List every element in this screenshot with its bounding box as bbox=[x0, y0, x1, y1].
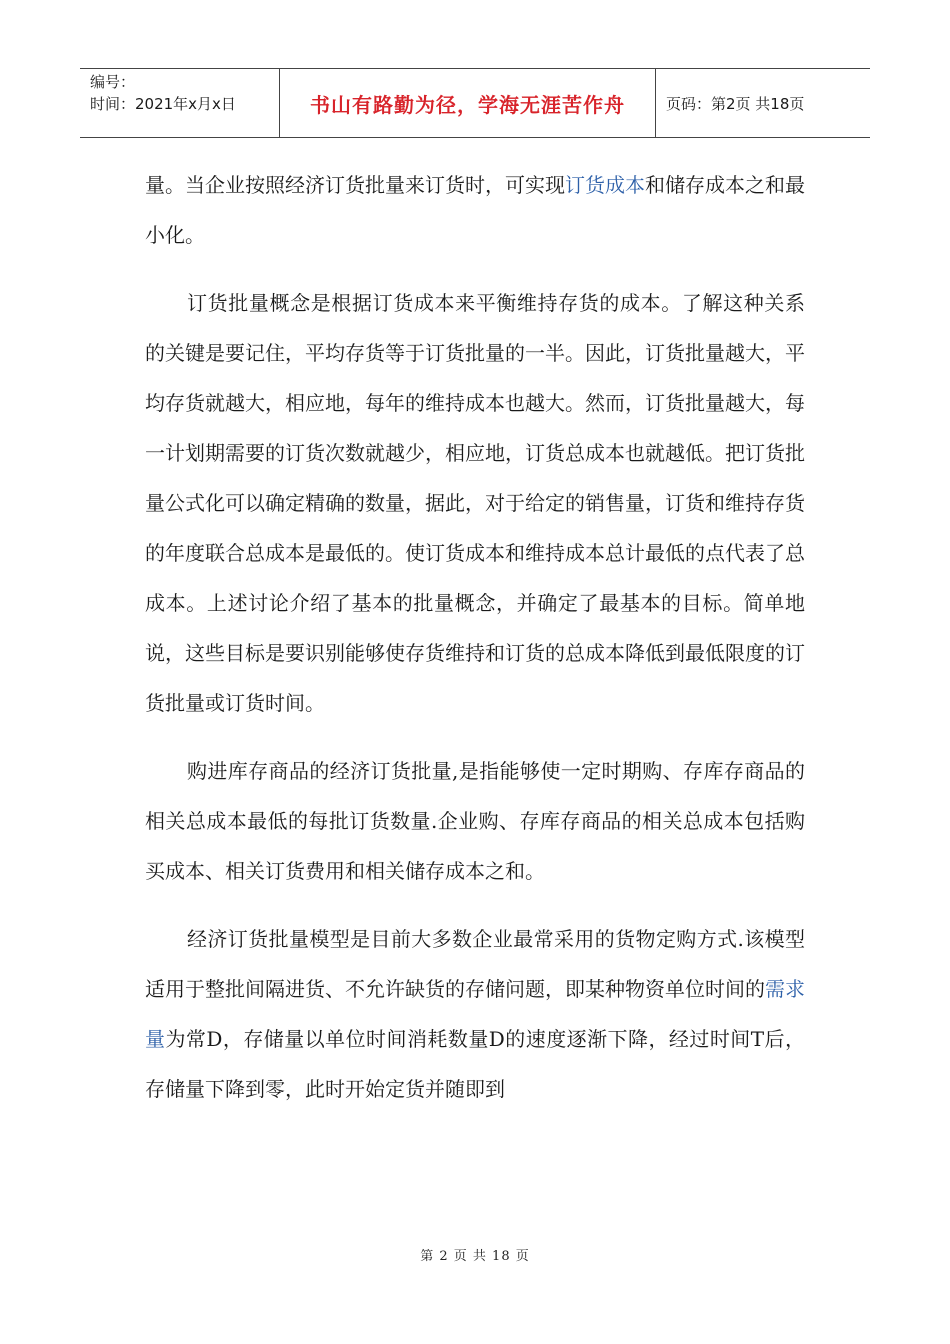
document-date: 时间：2021年x月x日 bbox=[90, 95, 236, 113]
paragraph-3: 购进库存商品的经济订货批量,是指能够使一定时期购、存库存商品的相关总成本最低的每批订货数量.企业购、存库存商品的相关总成本包括购买成本、相关订货费用和相关储存成本之和。 bbox=[145, 759, 805, 883]
link-order-cost[interactable]: 订货成本 bbox=[565, 173, 645, 197]
paragraph-1 bbox=[145, 160, 805, 260]
header-page-number: 页码：第2页 共18页 bbox=[666, 94, 805, 113]
header-motto: 书山有路勤为径，学海无涯苦作舟 bbox=[280, 69, 656, 137]
link-demand[interactable]: 需求量 bbox=[145, 977, 805, 1051]
page-footer: 第 2 页 共 18 页 bbox=[420, 1249, 530, 1264]
page-header bbox=[80, 68, 870, 138]
paragraph-4-text-b: 为常D，存储量以单位时间消耗数量D的速度逐渐下降，经过时间T后，存储量下降到零，此时开始定货并随即到 bbox=[145, 1027, 806, 1101]
paragraph-1-text-b: 和储存成本之和最小化。 bbox=[145, 173, 805, 247]
paragraph-1-text-a: 量。当企业按照经济订货批量来订货时，可实现 bbox=[145, 173, 565, 197]
paragraph-2: 订货批量概念是根据订货成本来平衡维持存货的成本。了解这种关系的关键是要记住，平均存货等于订货批量的一半。因此，订货批量越大，平均存货就越大，相应地，每年的维持成本也越大。然而，订货批量越大，每一计划期需要的订货次数就越少，相应地，订货总成本也就越低。把订货批量公式化可以确定精确的数量，据此，对于给定的销售量，订货和维持存货的年度联合总成本是最低的。使订货成本和维持成本总计最低的点代表了总成本。上述讨论介绍了基本的批量概念，并确定了最基本的目标。简单地说，这些目标是要识别能够使存货维持和订货的总成本降低到最低限度的订货批量或订货时间。 bbox=[145, 291, 805, 715]
paragraph-4 bbox=[145, 914, 805, 1114]
header-meta bbox=[80, 69, 280, 137]
document-body bbox=[145, 160, 805, 1132]
document-number: 编号： bbox=[90, 73, 136, 91]
paragraph-4-text-a: 经济订货批量模型是目前大多数企业最常采用的货物定购方式.该模型适用于整批间隔进货、不允许缺货的存储问题，即某种物资单位时间的 bbox=[145, 927, 805, 1001]
